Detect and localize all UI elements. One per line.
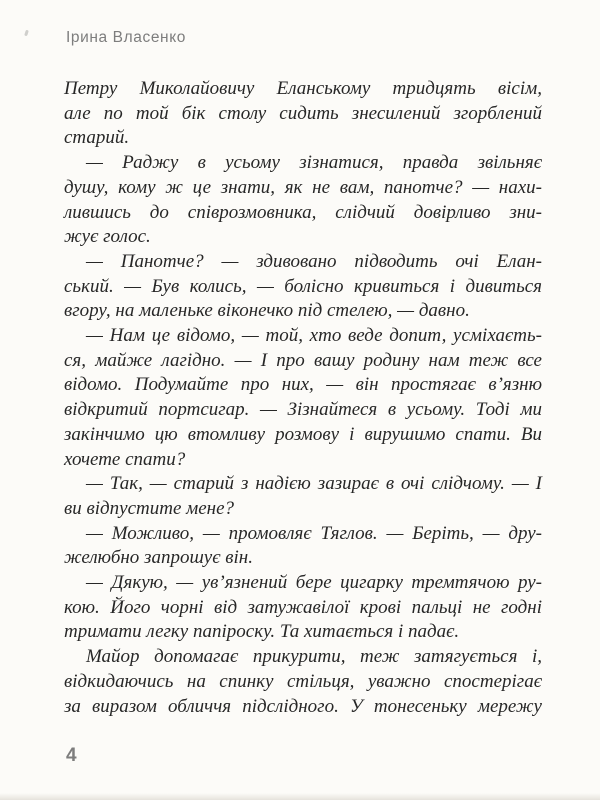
text-line: тримати легку папіроску. Та хитається і падає. [64, 621, 460, 643]
text-line: лившись до співрозмовника, слідчий довірливо зни- [64, 201, 542, 223]
text-line: відкритий портсигар. — Зізнайтеся в усьому. Тоді ми [64, 399, 542, 421]
text-line: Майор допомагає прикурити, теж затягується і, [86, 646, 542, 668]
text-line: закінчимо цю втомливу розмову і вирушимо спати. Ви [64, 423, 542, 445]
text-line: — Дякую, — ув’язнений бере цигарку тремтячою ру- [86, 572, 542, 594]
text-line: відомо. Подумайте про них, — він простягає в’язню [64, 374, 542, 396]
text-line: ський. — Був колись, — болісно кривиться і дивиться [64, 275, 542, 297]
running-header: Ірина Власенко [66, 29, 186, 46]
text-block [64, 77, 542, 719]
text-line: вгору, на маленьке віконечко під стелею, — давно. [64, 300, 470, 322]
text-line: Петру Миколайовичу Еланському тридцять вісім, [64, 78, 542, 99]
page-edge-shadow [0, 793, 600, 800]
text-line: але по той бік столу сидить знесилений згорблений [64, 102, 542, 124]
text-line: кою. Його чорні від затужавілої крові пальці не годні [64, 596, 542, 618]
text-line: — Можливо, — промовляє Тяглов. — Беріть, — дру- [86, 522, 542, 544]
text-line: желюбно запрошує він. [64, 547, 253, 569]
text-line: — Нам це відомо, — той, хто веде допит, усміхаєть- [86, 325, 542, 347]
scan-artifact [24, 30, 29, 37]
text-line: душу, кому ж це знати, як не вам, панотче? — нахи- [64, 176, 542, 198]
text-line: жує голос. [64, 226, 151, 248]
text-line: за виразом обличчя підслідного. У тонесеньку мережу [64, 695, 542, 717]
text-line: старий. [64, 127, 130, 149]
text-line: хочете спати? [64, 448, 186, 470]
text-line: ся, майже лагідно. — І про вашу родину нам теж все [64, 349, 542, 371]
text-line: — Раджу в усьому зізнатися, правда звільняє [86, 152, 542, 174]
text-line: — Так, — старий з надією зазирає в очі слідчому. — І [86, 473, 542, 495]
page-number: 4 [66, 745, 77, 766]
text-line: відкидаючись на спинку стільця, уважно спостерігає [64, 670, 542, 692]
text-line: ви відпустите мене? [64, 497, 235, 519]
text-line: — Панотче? — здивовано підводить очі Елан- [86, 250, 542, 272]
